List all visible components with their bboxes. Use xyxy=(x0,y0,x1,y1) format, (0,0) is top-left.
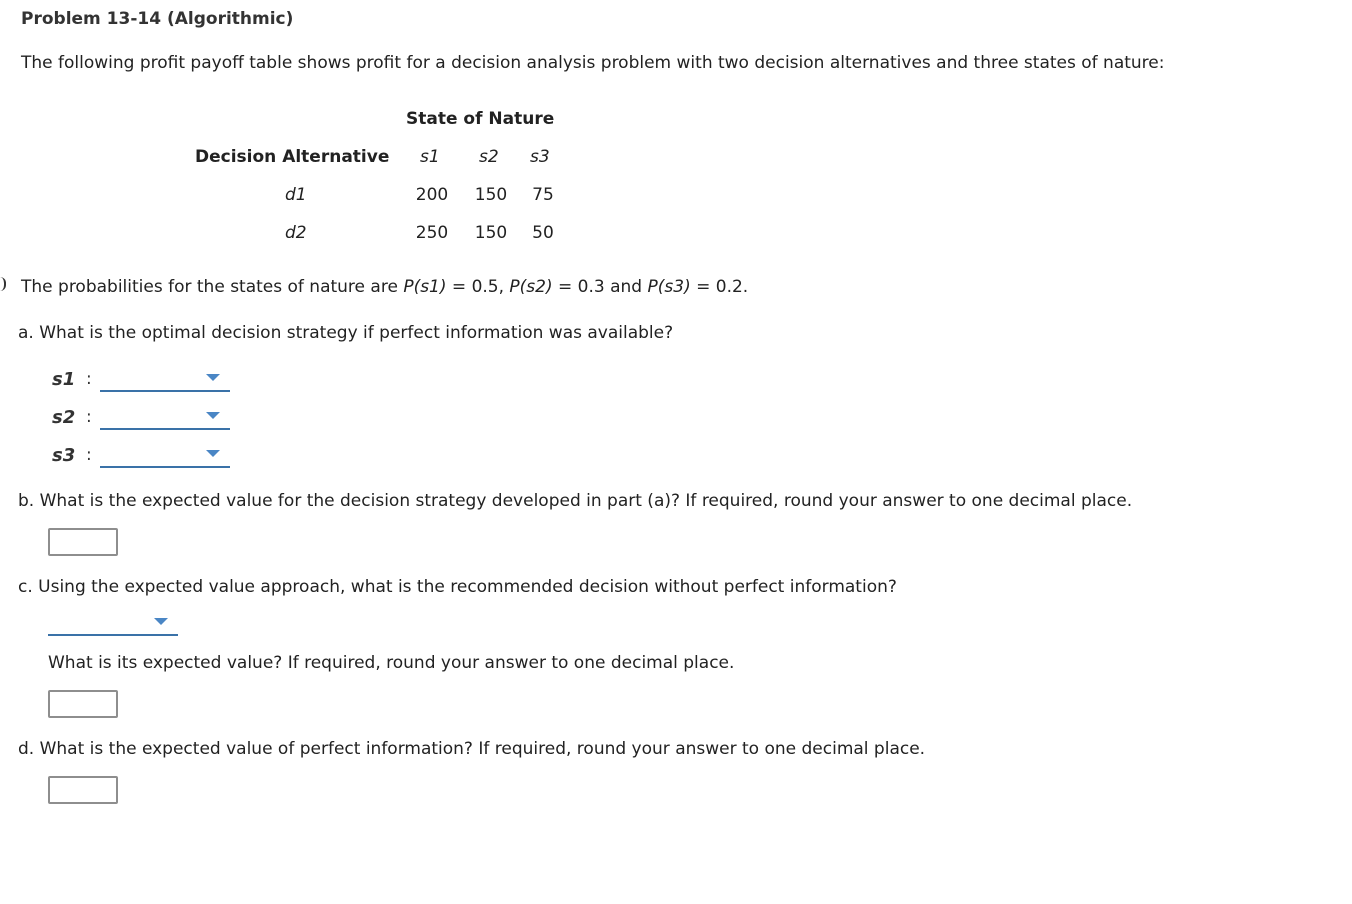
strategy-label-s1: s1 xyxy=(52,369,76,390)
strategy-colon: : xyxy=(86,369,92,389)
prob-p3-value: = 0.2. xyxy=(696,277,749,297)
strategy-colon: : xyxy=(86,445,92,465)
recommended-decision-dropdown[interactable] xyxy=(48,612,178,636)
prob-p3-label: P(s3) xyxy=(647,277,691,297)
question-c-text: c. Using the expected value approach, what is the recommended decision without perfect information? xyxy=(18,577,897,597)
table-cell: 250 xyxy=(415,223,449,243)
strategy-s1-dropdown[interactable] xyxy=(100,368,230,392)
prob-p1-label: P(s1) xyxy=(403,277,447,297)
table-cell: 150 xyxy=(474,223,508,243)
question-d-text: d. What is the expected value of perfect information? If required, round your answer to one decimal place. xyxy=(18,739,926,759)
problem-title: Problem 13-14 (Algorithmic) xyxy=(21,9,294,29)
prob-p1-value: = 0.5, xyxy=(451,277,505,297)
strategy-label-s3: s3 xyxy=(52,445,76,466)
table-row-header: Decision Alternative xyxy=(195,147,390,167)
question-c-followup-text: What is its expected value? If required, round your answer to one decimal place. xyxy=(48,653,735,673)
question-c-answer-input[interactable] xyxy=(48,690,118,718)
margin-marker xyxy=(0,277,6,291)
table-row-label-d1: d1 xyxy=(285,185,307,205)
chevron-down-icon xyxy=(206,450,220,457)
chevron-down-icon xyxy=(206,374,220,381)
table-col-s1: s1 xyxy=(420,147,440,167)
table-cell: 50 xyxy=(532,223,554,243)
strategy-s2-dropdown[interactable] xyxy=(100,406,230,430)
strategy-s3-dropdown[interactable] xyxy=(100,444,230,468)
question-a-text: a. What is the optimal decision strategy if perfect information was available? xyxy=(18,323,674,343)
prob-prefix: The probabilities for the states of nature are xyxy=(21,277,398,297)
chevron-down-icon xyxy=(154,618,168,625)
chevron-down-icon xyxy=(206,412,220,419)
table-row-label-d2: d2 xyxy=(285,223,307,243)
probabilities-text xyxy=(21,277,748,297)
question-d-answer-input[interactable] xyxy=(48,776,118,804)
table-col-s2: s2 xyxy=(479,147,499,167)
question-b-answer-input[interactable] xyxy=(48,528,118,556)
table-cell: 200 xyxy=(415,185,449,205)
strategy-label-s2: s2 xyxy=(52,407,76,428)
intro-text: The following profit payoff table shows profit for a decision analysis problem with two decision alternatives and three states of nature: xyxy=(21,53,1165,73)
table-col-s3: s3 xyxy=(530,147,550,167)
question-b-text: b. What is the expected value for the decision strategy developed in part (a)? If required, round your answer to one decimal place. xyxy=(18,491,1133,511)
strategy-colon: : xyxy=(86,407,92,427)
table-cell: 75 xyxy=(532,185,554,205)
table-group-header: State of Nature xyxy=(406,109,555,129)
prob-p2-value: = 0.3 and xyxy=(558,277,643,297)
table-cell: 150 xyxy=(474,185,508,205)
prob-p2-label: P(s2) xyxy=(509,277,553,297)
